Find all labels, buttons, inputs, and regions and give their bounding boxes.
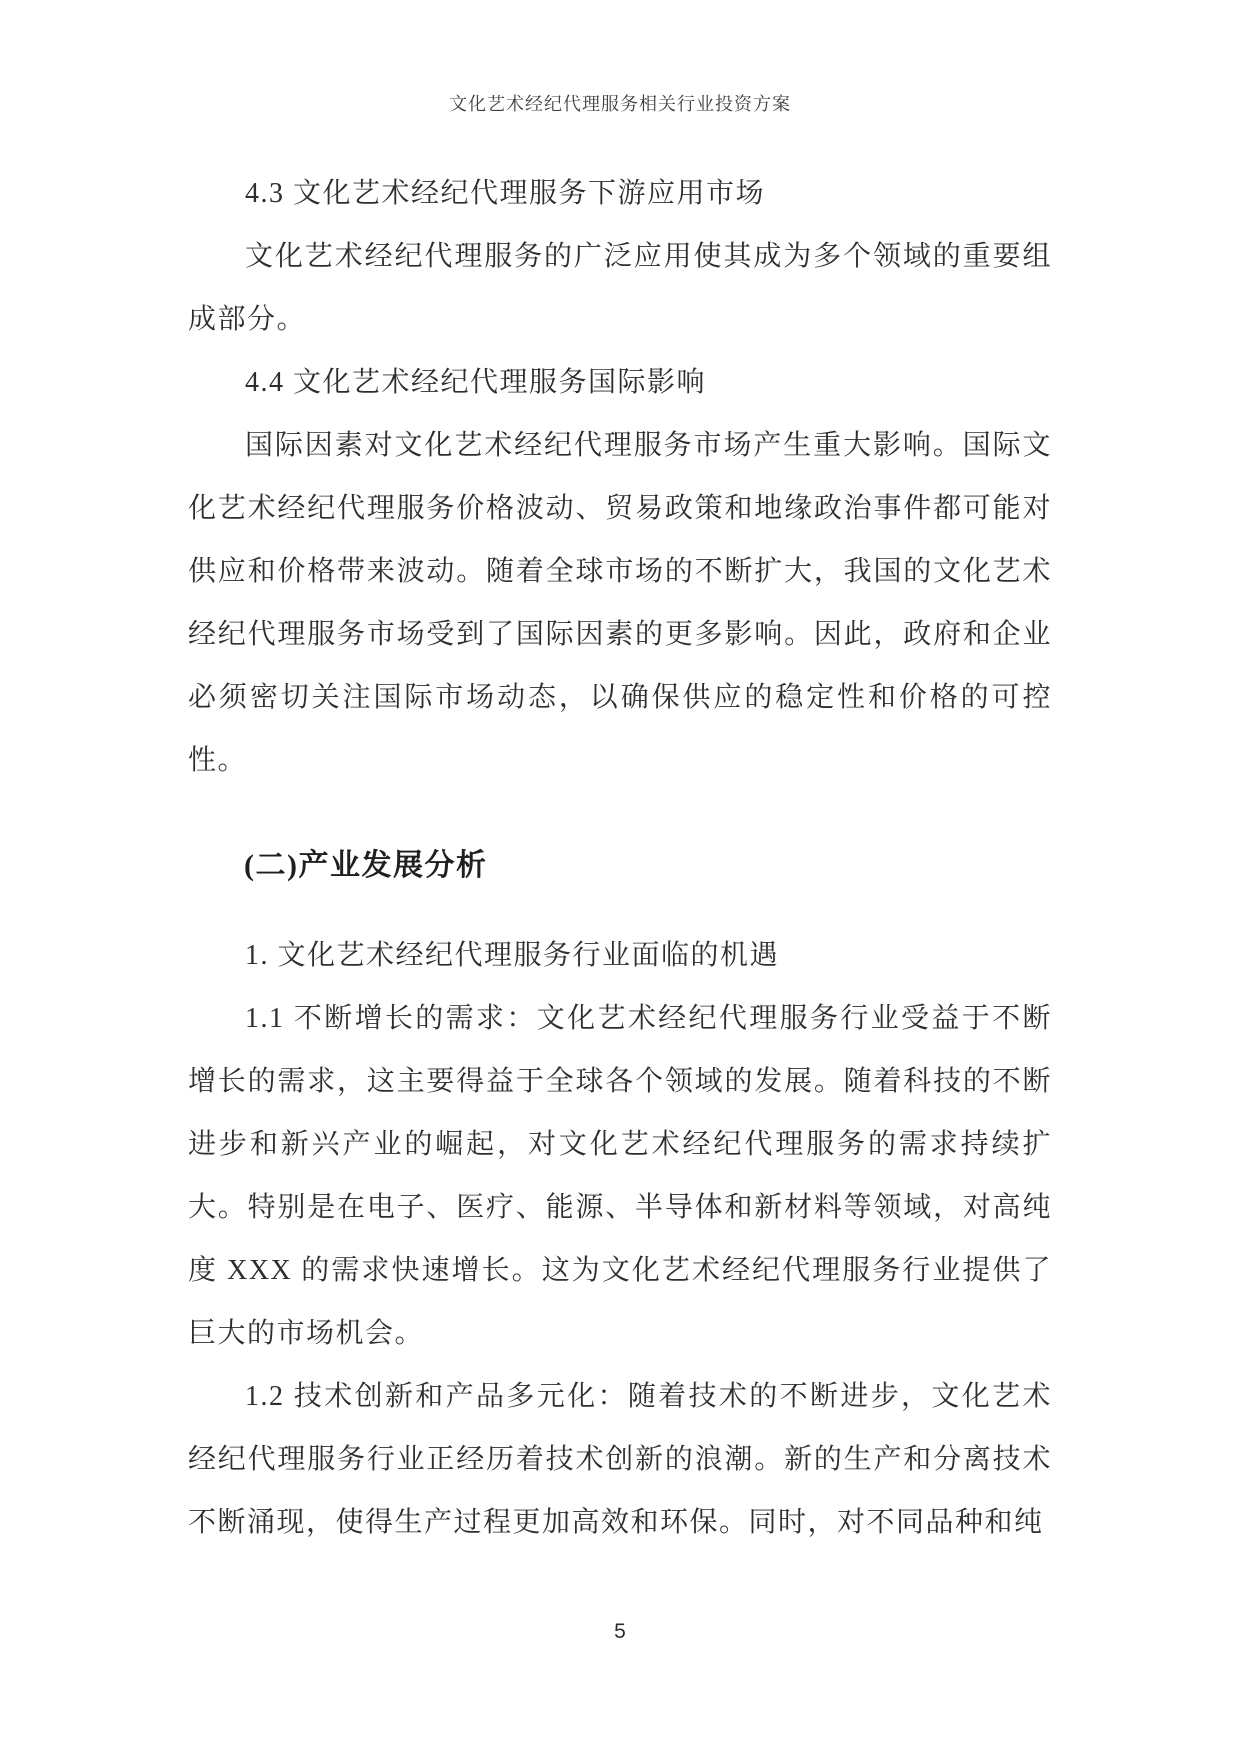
heading-4-3-downstream-market: 4.3 文化艺术经纪代理服务下游应用市场 xyxy=(245,178,766,209)
document-body xyxy=(188,162,1052,1554)
paragraph-international-impact: 国际因素对文化艺术经纪代理服务市场产生重大影响。国际文化艺术经纪代理服务价格波动、贸易政策和地缘政治事件都可能对供应和价格带来波动。随着全球市场的不断扩大，我国的文化艺术经纪代理服务市场受到了国际因素的更多影响。因此，政府和企业必须密切关注国际市场动态，以确保供应的稳定性和价格的可控性。 xyxy=(188,430,1052,776)
paragraph-growing-demand: 1.1 不断增长的需求：文化艺术经纪代理服务行业受益于不断增长的需求，这主要得益于全球各个领域的发展。随着科技的不断进步和新兴产业的崛起，对文化艺术经纪代理服务的需求持续扩大。特别是在电子、医疗、能源、半导体和新材料等领域，对高纯度 XXX 的需求快速增长。这为文化艺术经纪代理服务行业提供了巨大的市场机会。 xyxy=(188,1003,1052,1349)
heading-4-4-international-impact: 4.4 文化艺术经纪代理服务国际影响 xyxy=(245,367,707,398)
paragraph-tech-innovation: 1.2 技术创新和产品多元化：随着技术的不断进步，文化艺术经纪代理服务行业正经历着技术创新的浪潮。新的生产和分离技术不断涌现，使得生产过程更加高效和环保。同时，对不同品种和纯 xyxy=(188,1381,1052,1538)
heading-industry-opportunities: 1. 文化艺术经纪代理服务行业面临的机遇 xyxy=(245,940,780,971)
section-heading-industry-analysis: (二)产业发展分析 xyxy=(244,849,488,882)
page-number: 5 xyxy=(614,1620,626,1643)
page-header-title: 文化艺术经纪代理服务相关行业投资方案 xyxy=(449,94,791,114)
paragraph-downstream-market: 文化艺术经纪代理服务的广泛应用使其成为多个领域的重要组成部分。 xyxy=(188,241,1052,335)
